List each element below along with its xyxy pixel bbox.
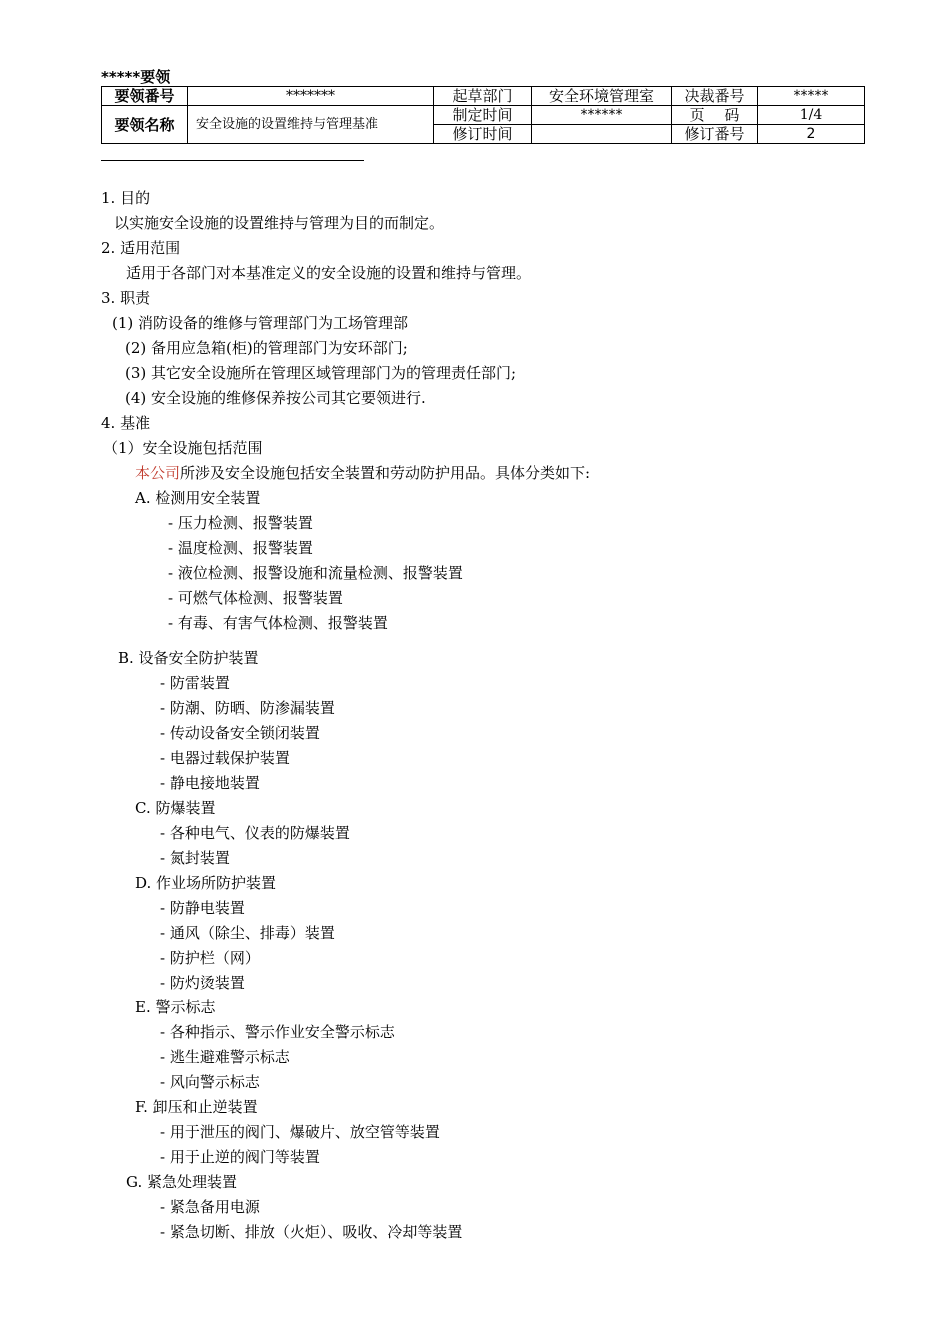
category-e-item: - 各种指示、警示作业安全警示标志 bbox=[160, 1023, 395, 1041]
duty-item: (2) 备用应急箱(柜)的管理部门为安环部门; bbox=[125, 339, 408, 357]
header-row-1 bbox=[102, 87, 865, 106]
category-d-item: - 防灼烫装置 bbox=[160, 974, 245, 992]
category-a-item: - 有毒、有害气体检测、报警装置 bbox=[168, 614, 388, 632]
category-d-title: D. 作业场所防护装置 bbox=[135, 874, 277, 892]
scope-intro bbox=[135, 463, 590, 483]
category-a-title: A. 检测用安全装置 bbox=[135, 489, 261, 507]
page-label: 页 码 bbox=[672, 106, 758, 125]
category-g-item: - 紧急备用电源 bbox=[160, 1198, 260, 1216]
category-a-item: - 液位检测、报警设施和流量检测、报警装置 bbox=[168, 564, 463, 582]
category-e-item: - 逃生避难警示标志 bbox=[160, 1048, 290, 1066]
section-3-title: 3. 职责 bbox=[101, 289, 151, 307]
category-b-title: B. 设备安全防护装置 bbox=[118, 649, 259, 667]
revised-label: 修订时间 bbox=[434, 125, 532, 144]
category-a-item: - 可燃气体检测、报警装置 bbox=[168, 589, 343, 607]
category-c-item: - 各种电气、仪表的防爆装置 bbox=[160, 824, 350, 842]
category-a-item: - 温度检测、报警装置 bbox=[168, 539, 313, 557]
category-e-title: E. 警示标志 bbox=[135, 998, 216, 1016]
section-1-title: 1. 目的 bbox=[101, 189, 151, 207]
category-c-title: C. 防爆装置 bbox=[135, 799, 216, 817]
revision-number-value: 2 bbox=[758, 125, 865, 144]
section-2-title: 2. 适用范围 bbox=[101, 239, 181, 257]
duty-item: (3) 其它安全设施所在管理区域管理部门为的管理责任部门; bbox=[125, 364, 517, 382]
section-1-text: 以实施安全设施的设置维持与管理为目的而制定。 bbox=[114, 214, 445, 232]
scope-intro-text: 所涉及安全设施包括安全装置和劳动防护用品。具体分类如下: bbox=[180, 464, 591, 482]
category-b-item: - 电器过载保护装置 bbox=[160, 749, 290, 767]
created-value: ****** bbox=[532, 106, 672, 125]
category-d-item: - 防护栏（网） bbox=[160, 949, 260, 967]
duty-item: (1) 消防设备的维修与管理部门为工场管理部 bbox=[112, 314, 409, 332]
revision-number-label: 修订番号 bbox=[672, 125, 758, 144]
category-g-item: - 紧急切断、排放（火炬）、吸收、冷却等装置 bbox=[160, 1223, 463, 1241]
subsection-1-title: （1）安全设施包括范围 bbox=[103, 439, 263, 457]
category-b-item: - 防雷装置 bbox=[160, 674, 230, 692]
category-d-item: - 防静电装置 bbox=[160, 899, 245, 917]
decision-label: 决裁番号 bbox=[672, 87, 758, 106]
created-label: 制定时间 bbox=[434, 106, 532, 125]
section-4-title: 4. 基准 bbox=[101, 414, 151, 432]
category-d-item: - 通风（除尘、排毒）装置 bbox=[160, 924, 335, 942]
category-f-item: - 用于止逆的阀门等装置 bbox=[160, 1148, 320, 1166]
section-2-text: 适用于各部门对本基准定义的安全设施的设置和维持与管理。 bbox=[126, 264, 532, 282]
category-b-item: - 静电接地装置 bbox=[160, 774, 260, 792]
category-b-item: - 防潮、防晒、防渗漏装置 bbox=[160, 699, 335, 717]
decision-value: ***** bbox=[758, 87, 865, 106]
page-value: 1/4 bbox=[758, 106, 865, 125]
category-f-title: F. 卸压和止逆装置 bbox=[135, 1098, 258, 1116]
category-e-item: - 风向警示标志 bbox=[160, 1073, 260, 1091]
revised-value bbox=[532, 125, 672, 144]
name-label: 要领名称 bbox=[102, 106, 188, 144]
header-divider bbox=[101, 160, 364, 161]
category-b-item: - 传动设备安全锁闭装置 bbox=[160, 724, 320, 742]
header-table bbox=[101, 86, 865, 144]
document-heading: *****要领 bbox=[101, 68, 171, 86]
code-label: 要领番号 bbox=[102, 87, 188, 106]
dept-value: 安全环境管理室 bbox=[532, 87, 672, 106]
code-value: ******* bbox=[188, 87, 434, 106]
category-a-item: - 压力检测、报警装置 bbox=[168, 514, 313, 532]
dept-label: 起草部门 bbox=[434, 87, 532, 106]
header-row-2 bbox=[102, 106, 865, 125]
company-highlight: 本公司 bbox=[135, 464, 181, 482]
category-f-item: - 用于泄压的阀门、爆破片、放空管等装置 bbox=[160, 1123, 440, 1141]
category-c-item: - 氮封装置 bbox=[160, 849, 230, 867]
duty-item: (4) 安全设施的维修保养按公司其它要领进行. bbox=[125, 389, 426, 407]
category-g-title: G. 紧急处理装置 bbox=[126, 1173, 237, 1191]
name-value: 安全设施的设置维持与管理基准 bbox=[188, 106, 434, 144]
